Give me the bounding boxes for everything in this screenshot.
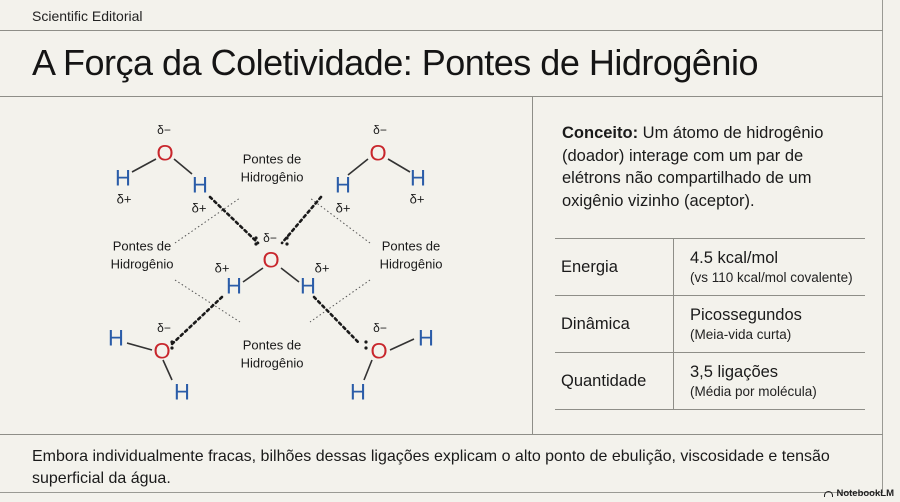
partial-charge-positive: δ+ <box>314 260 330 276</box>
hydrogen-atom: H <box>115 165 131 191</box>
properties-table <box>555 238 865 410</box>
property-value: 4.5 kcal/mol <box>690 248 779 267</box>
brand-mark <box>824 488 894 499</box>
covalent-bond <box>281 268 299 282</box>
partial-charge-negative: δ− <box>373 321 387 335</box>
property-note: (vs 110 kcal/mol covalente) <box>690 269 853 285</box>
bridge-label-left-line1: Pontes de <box>112 238 172 254</box>
hydrogen-atom: H <box>108 325 124 351</box>
partial-charge-positive: δ+ <box>409 191 425 207</box>
property-key: Dinâmica <box>555 296 674 353</box>
partial-charge-negative: δ− <box>373 123 387 137</box>
hydrogen-bond-line <box>314 297 360 344</box>
hydrogen-atom: H <box>350 379 366 405</box>
lone-pair-dot <box>364 340 367 343</box>
concept-body: Um átomo de hidrogênio (doador) interage com um par de elétrons não compartilhado de um oxigênio vizinho (aceptor). <box>562 124 824 210</box>
hydrogen-atom: H <box>410 165 426 191</box>
bridge-label-top-line2: Hidrogênio <box>240 169 304 185</box>
property-value-cell <box>674 353 866 410</box>
oxygen-atom: O <box>369 140 387 166</box>
property-value-cell <box>674 296 866 353</box>
covalent-bond <box>348 159 368 175</box>
partial-charge-positive: δ+ <box>214 260 230 276</box>
oxygen-atom: O <box>370 338 388 364</box>
partial-charge-positive: δ+ <box>191 200 207 216</box>
notebooklm-logo-icon <box>824 491 833 497</box>
partial-charge-negative: δ− <box>157 123 171 137</box>
lone-pair-dot <box>254 236 257 239</box>
publication-label: Scientific Editorial <box>32 8 143 24</box>
lone-pair-dot <box>170 340 173 343</box>
property-key: Quantidade <box>555 353 674 410</box>
oxygen-atom: O <box>156 140 174 166</box>
hydrogen-bond-line <box>210 197 258 243</box>
brand-name: NotebookLM <box>836 488 894 499</box>
covalent-bond <box>243 268 263 282</box>
property-value: Picossegundos <box>690 305 802 324</box>
hydrogen-atom: H <box>335 172 351 198</box>
hydrogen-atom: H <box>300 273 316 299</box>
bridge-label-bottom-line2: Hidrogênio <box>240 355 304 371</box>
bridge-label-top-line1: Pontes de <box>242 151 302 167</box>
concept-text <box>562 122 862 212</box>
concept-label: Conceito: <box>562 124 639 142</box>
lone-pair-dot <box>285 242 288 245</box>
hydrogen-atom: H <box>418 325 434 351</box>
covalent-bond <box>390 339 414 350</box>
page-title: A Força da Coletividade: Pontes de Hidrogênio <box>32 42 758 83</box>
property-note: (Meia-vida curta) <box>690 326 792 342</box>
header-divider <box>0 30 883 31</box>
hydrogen-bond-line <box>282 197 321 243</box>
hydrogen-atom: H <box>226 273 242 299</box>
hydrogen-bond-line <box>172 297 222 344</box>
partial-charge-negative: δ− <box>263 231 277 245</box>
lone-pair-dot <box>170 346 173 349</box>
oxygen-atom: O <box>153 338 171 364</box>
partial-charge-positive: δ+ <box>116 191 132 207</box>
bridge-label-right-line1: Pontes de <box>381 238 441 254</box>
property-value: 3,5 ligações <box>690 362 779 381</box>
partial-charge-positive: δ+ <box>335 200 351 216</box>
lone-pair-dot <box>254 242 257 245</box>
footer-text: Embora individualmente fracas, bilhões dessas ligações explicam o alto ponto de ebulição, viscosidade e tensão superficial da água. <box>32 448 830 487</box>
partial-charge-negative: δ− <box>157 321 171 335</box>
lone-pair-dot <box>285 236 288 239</box>
covalent-bond <box>127 343 152 350</box>
leader-line <box>175 198 240 243</box>
bridge-label-left-line2: Hidrogênio <box>110 256 174 272</box>
covalent-bond <box>174 159 192 174</box>
hydrogen-atom: H <box>192 172 208 198</box>
hydrogen-atom: H <box>174 379 190 405</box>
property-note: (Média por molécula) <box>690 383 817 399</box>
hydrogen-bond-diagram <box>0 96 532 434</box>
covalent-bond <box>388 159 410 172</box>
table-row <box>555 239 865 296</box>
property-key: Energia <box>555 239 674 296</box>
bridge-label-bottom-line1: Pontes de <box>242 337 302 353</box>
covalent-bond <box>132 159 156 172</box>
footer-divider <box>0 434 883 435</box>
lone-pair-dot <box>364 346 367 349</box>
table-row <box>555 296 865 353</box>
oxygen-atom: O <box>262 247 280 273</box>
bridge-label-right-line2: Hidrogênio <box>379 256 443 272</box>
column-divider <box>532 96 533 434</box>
property-value-cell <box>674 239 866 296</box>
table-row <box>555 353 865 410</box>
